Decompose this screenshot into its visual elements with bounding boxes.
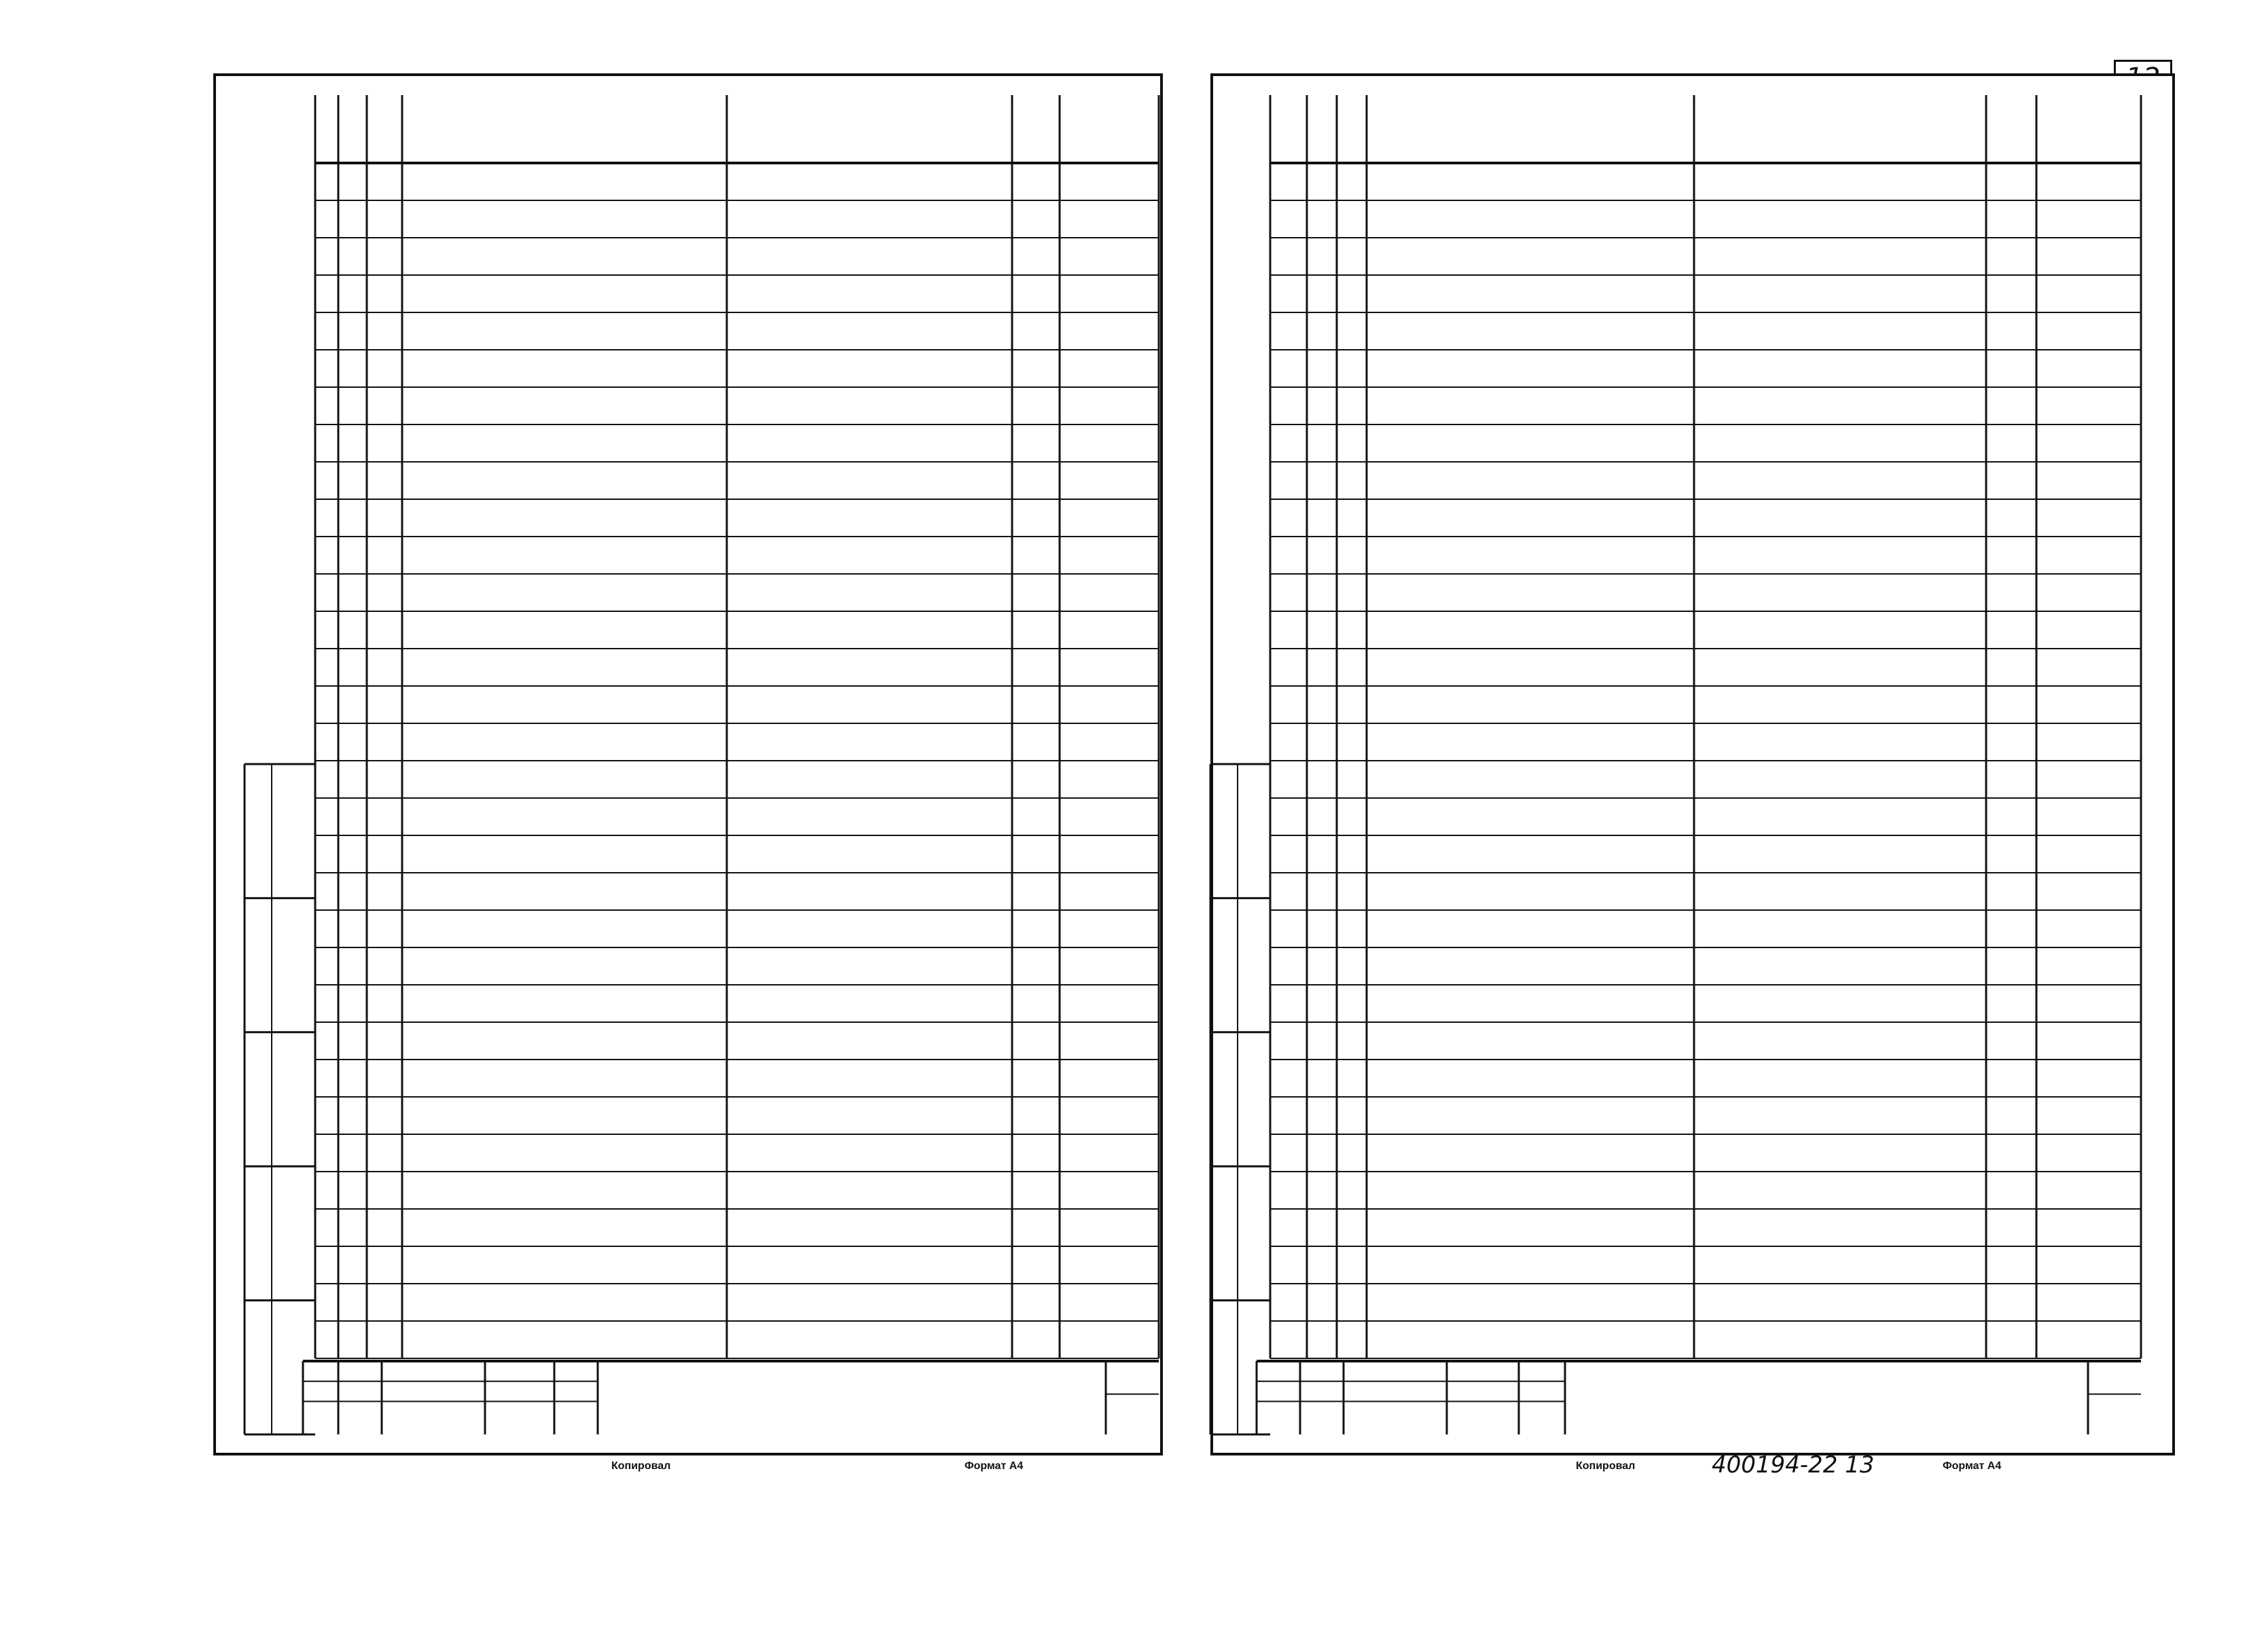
right-header-qty [1986, 95, 2036, 163]
left-header-name [727, 95, 1012, 163]
right-header-name [1694, 95, 1986, 163]
right-header-pos [1337, 95, 1367, 163]
right-side-stamp [1210, 1032, 1238, 1166]
archive-number: 400194-22 13 [1712, 1451, 1875, 1479]
left-side-stamp [245, 1301, 272, 1434]
left-header-note [1060, 95, 1159, 163]
format-label-left: Формат А4 [965, 1460, 1024, 1472]
left-header-pos [367, 95, 402, 163]
right-header-designation [1367, 95, 1694, 163]
right-header-zone [1307, 95, 1337, 163]
left-header-zone [338, 95, 367, 163]
left-side-stamp [245, 764, 272, 898]
left-side-stamp [245, 1032, 272, 1166]
right-side-stamp [1210, 1301, 1238, 1434]
right-side-stamp [1210, 898, 1238, 1032]
left-side-stamp [245, 1166, 272, 1300]
right-header-note [2036, 95, 2141, 163]
right-side-stamp [1210, 1166, 1238, 1300]
copied-label-right: Копировал [1576, 1460, 1636, 1472]
format-label-right: Формат А4 [1943, 1460, 2002, 1472]
left-header-designation [402, 95, 727, 163]
right-side-stamp [1210, 764, 1238, 898]
left-header-qty [1012, 95, 1060, 163]
left-header-format [315, 95, 338, 163]
left-side-stamp [245, 898, 272, 1032]
copied-label-left: Копировал [611, 1460, 671, 1472]
right-header-format [1270, 95, 1307, 163]
